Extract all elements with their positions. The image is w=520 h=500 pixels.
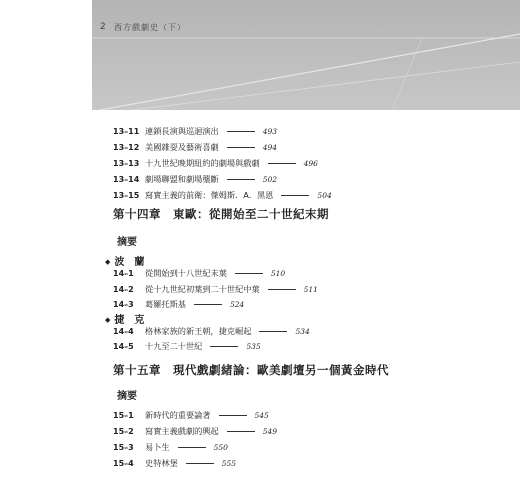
- entry-number: 14–2: [113, 284, 134, 294]
- entry-number: 14–3: [113, 299, 134, 309]
- header-decoration: [92, 0, 520, 110]
- toc-entry: [113, 408, 269, 422]
- entry-page: 511: [303, 284, 318, 294]
- toc-entry: [113, 266, 285, 280]
- chapter-14-summary: 摘要: [117, 237, 137, 248]
- entry-page: 504: [317, 190, 332, 200]
- header-band: [92, 0, 520, 110]
- leader-line: [210, 346, 238, 347]
- entry-title: 從開始到十八世紀末葉: [145, 267, 227, 278]
- entry-page: 510: [270, 268, 286, 278]
- entry-page: 549: [262, 426, 278, 436]
- leader-line: [227, 131, 255, 132]
- entry-number: 15–2: [113, 426, 134, 436]
- entry-number: 14–1: [113, 268, 134, 278]
- book-title: 西方戲劇史（下）: [114, 23, 186, 32]
- entry-title: 易卜生: [145, 441, 170, 452]
- leader-line: [235, 273, 263, 274]
- chapter-15-summary: 摘要: [117, 391, 137, 402]
- leader-line: [227, 179, 255, 180]
- toc-entry: [113, 339, 261, 353]
- entry-page: 545: [254, 410, 269, 420]
- leader-line: [268, 163, 296, 164]
- leader-line: [186, 463, 214, 464]
- entry-number: 13–12: [113, 142, 140, 152]
- entry-page: 535: [246, 341, 261, 351]
- chapter-15-title: 第十五章 現代戲劇緒論：歐美劇壇另一個黃金時代: [113, 363, 389, 377]
- entry-number: 13–11: [113, 126, 140, 136]
- leader-line: [178, 447, 206, 448]
- entry-title: 十九世紀晚期紐約的劇場與戲劇: [145, 157, 260, 168]
- entry-title: 連鎖長演與巡迴演出: [145, 125, 219, 136]
- section-label: 捷 克: [114, 315, 145, 326]
- entry-title: 格林家族的新王朝，捷克崛起: [145, 325, 252, 336]
- section-label: 波 蘭: [114, 257, 145, 268]
- entry-page: 496: [303, 158, 318, 168]
- entry-title: 寫實主義的前衛：傑姆斯．A．黑恩: [145, 189, 274, 200]
- toc-entry: [113, 172, 277, 186]
- toc-entry: [113, 188, 332, 202]
- entry-title: 新時代的重要論著: [145, 409, 211, 420]
- entry-number: 14–4: [113, 326, 134, 336]
- entry-number: 15–3: [113, 442, 134, 452]
- leader-line: [219, 415, 247, 416]
- entry-title: 十九至二十世紀: [145, 340, 203, 351]
- entry-number: 14–5: [113, 341, 134, 351]
- entry-page: 534: [295, 326, 310, 336]
- entry-number: 13–13: [113, 158, 140, 168]
- entry-number: 13–14: [113, 174, 140, 184]
- entry-number: 15–1: [113, 410, 134, 420]
- chapter-14-title: 第十四章 東歐：從開始至二十世紀末期: [113, 207, 329, 221]
- toc-entry: [113, 324, 310, 338]
- page-number: 2: [100, 22, 106, 32]
- toc-entry: [113, 140, 277, 154]
- toc-entry: [113, 156, 318, 170]
- entry-number: 15–4: [113, 458, 134, 468]
- leader-line: [268, 289, 296, 290]
- toc-entry: [113, 424, 277, 438]
- leader-line: [259, 331, 287, 332]
- entry-title: 劇場聯盟和劇場壟斷: [145, 173, 219, 184]
- diamond-icon: ◆: [105, 257, 111, 266]
- entry-title: 寫實主義戲劇的興起: [145, 425, 219, 436]
- entry-number: 13–15: [113, 190, 140, 200]
- leader-line: [227, 147, 255, 148]
- entry-page: 524: [229, 299, 245, 309]
- entry-page: 555: [221, 458, 237, 468]
- toc-entry: [113, 282, 318, 296]
- entry-title: 從十九世紀初葉到二十世紀中葉: [145, 283, 260, 294]
- entry-page: 493: [262, 126, 278, 136]
- entry-title: 葛羅托斯基: [145, 298, 186, 309]
- entry-title: 美國雜耍及藝術喜劇: [145, 141, 219, 152]
- leader-line: [281, 195, 309, 196]
- diamond-icon: ◆: [105, 315, 111, 324]
- entry-page: 502: [262, 174, 278, 184]
- entry-page: 494: [262, 142, 278, 152]
- toc-entry: [113, 440, 228, 454]
- leader-line: [194, 304, 222, 305]
- leader-line: [227, 431, 255, 432]
- toc-entry: [113, 124, 277, 138]
- entry-title: 史特林堡: [145, 457, 178, 468]
- toc-entry: [113, 297, 244, 311]
- entry-page: 550: [213, 442, 228, 452]
- toc-entry: [113, 456, 236, 470]
